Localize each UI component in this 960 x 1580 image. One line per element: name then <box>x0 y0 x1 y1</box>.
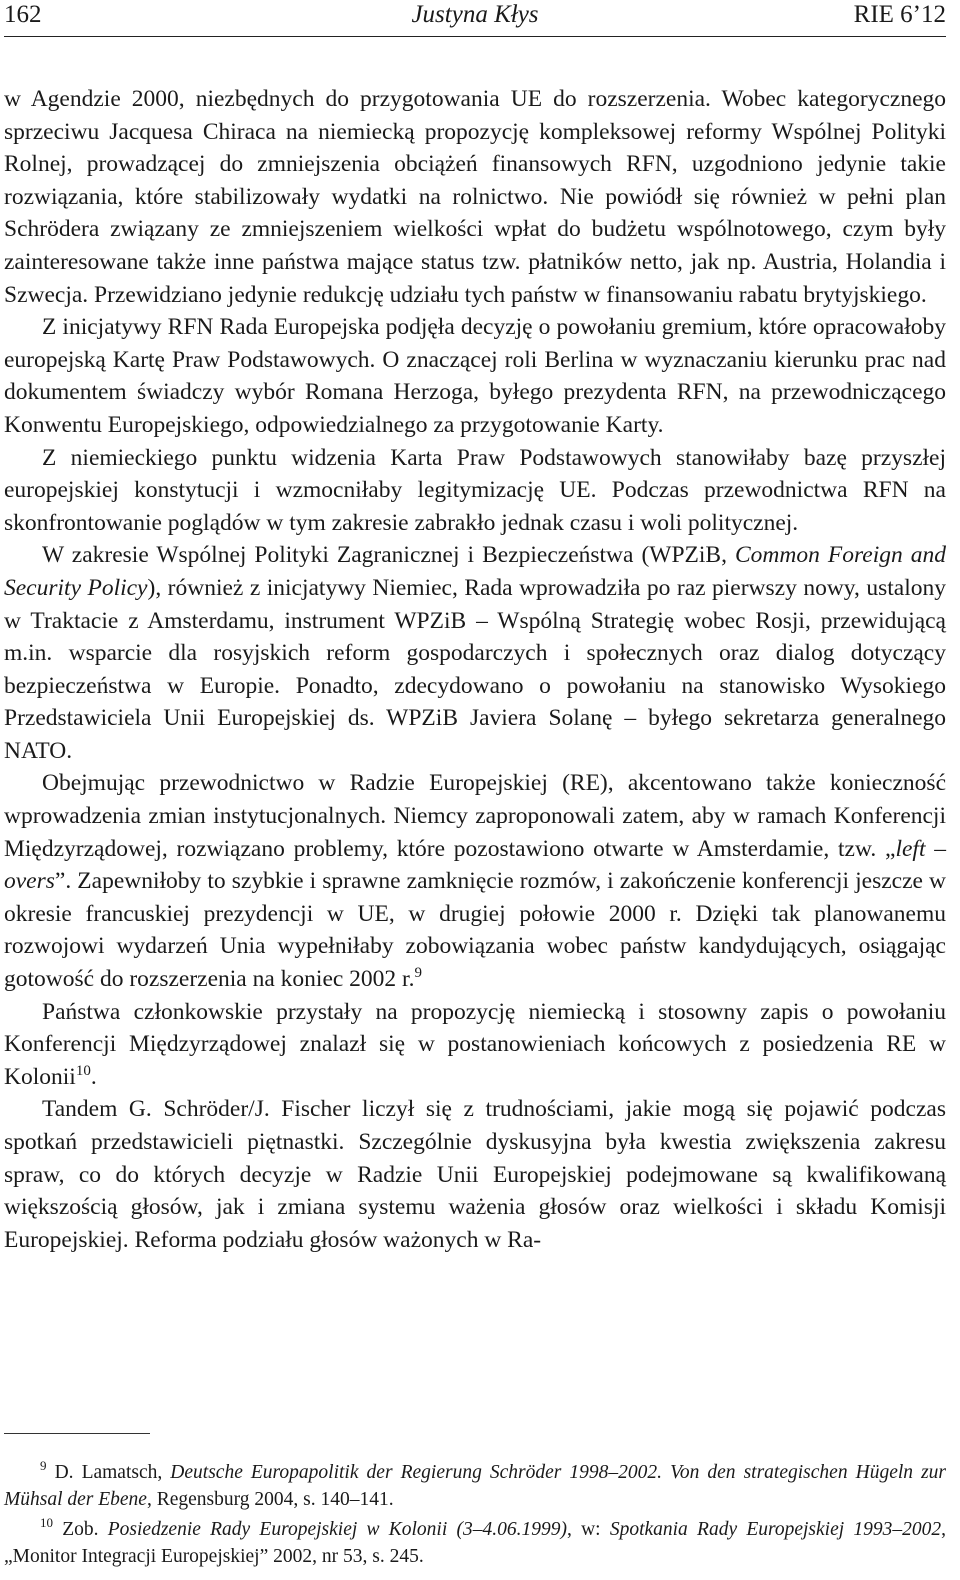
footnote <box>4 1517 946 1570</box>
page-number: 162 <box>4 1 42 28</box>
paragraph <box>4 767 946 995</box>
footnote-number: 9 <box>40 1458 47 1473</box>
running-head-journal: RIE 6’12 <box>853 1 946 28</box>
text-run: D. Lamatsch, <box>54 1462 171 1483</box>
main-text <box>4 83 946 1256</box>
footnote <box>4 1460 946 1513</box>
footnote-number: 10 <box>40 1515 53 1530</box>
paragraph: Z inicjatywy RFN Rada Europejska podjęła decyzję o powołaniu gremium, które opracowałoby europejską Kartę Praw Podstawowych. O znaczącej roli Berlina w wyznaczaniu kierunku prac nad dokumentem świadczy wybór Romana Herzoga, byłego prezydenta RFN, na przewodniczącego Konwentu Europejskiego, odpowiedzialnego za przygotowanie Karty. <box>4 314 946 438</box>
italic-title: Deutsche Europapolitik der Regierung Schröder 1998–2002. Von den strategischen Hügeln zur Mühsal der Ebene <box>4 1462 947 1510</box>
paragraph: w Agendzie 2000, niezbędnych do przygotowania UE do rozszerzenia. Wobec kategorycznego sprzeciwu Jacquesa Chiraca na niemiecką propozycję kompleksowej reformy Wspólnej Polityki Rolnej, prowadzącej do zmniejszenia obciążeń finansowych RFN, uzgodniono jedynie takie rozwiązania, które stabilizowały wydatki na rolnictwo. Nie powiódł się również w pełni plan Schrödera związany ze zmniejszeniem wielkości wpłat do budżetu wspólnotowego, czym były zainteresowane także inne państwa mające status tzw. płatników netto, jak np. Austria, Holandia i Szwecja. Przewidziano jedynie redukcję udziału tych państw w finansowaniu rabatu brytyjskiego. <box>4 86 946 308</box>
text-run: Zob. <box>62 1519 108 1540</box>
text-run: , „Monitor Integracji Europejskiej” 2002, nr 53, s. 245. <box>4 1519 947 1567</box>
italic-title: Spotkania Rady Europejskiej 1993–2002 <box>609 1519 942 1540</box>
paragraph <box>4 539 946 767</box>
footnotes <box>4 1460 946 1574</box>
paragraph <box>4 996 946 1094</box>
italic-term: left – overs <box>4 835 946 895</box>
footnote-ref[interactable]: 9 <box>414 965 422 982</box>
footnote-ref[interactable]: 10 <box>75 1062 91 1079</box>
text-run: , w: <box>566 1519 610 1540</box>
running-header <box>4 0 946 36</box>
paragraph: Z niemieckiego punktu widzenia Karta Praw Podstawowych stanowiłaby bazę przyszłej europejskiej konstytucji i wzmocniłaby legitymizację UE. Podczas przewodnictwa RFN na skonfrontowanie poglądów w tym zakresie zabrakło jednak czasu i woli politycznej. <box>4 444 946 536</box>
text-run: , Regensburg 2004, s. 140–141. <box>146 1488 394 1510</box>
header-rule <box>4 36 946 37</box>
text-run: Państwa członkowskie przystały na propozycję niemiecką i stosowny zapis o powołaniu Konferencji Międzyrządowej znalazł się w postanowieniach końcowych z posiedzenia RE w Kolonii <box>4 998 946 1090</box>
paragraph: Tandem G. Schröder/J. Fischer liczył się z trudnościami, jakie mogą się pojawić podczas spotkań przedstawicieli piętnastki. Szczególnie dyskusyjna była kwestia zwiększenia zakresu spraw, co do których decyzje w Radzie Unii Europejskiej podejmowane są kwalifikowaną większością głosów, jak i zmiana systemu ważenia głosów oraz wielkości i składu Komisji Europejskiej. Reforma podziału głosów ważonych w Ra- <box>4 1096 946 1253</box>
text-run: ”. Zapewniłoby to szybkie i sprawne zamknięcie rozmów, i zakończenie konferencji jeszcze w okresie francuskiej prezydencji w UE, w drugiej połowie 2000 r. Dzięki tak planowanemu rozwojowi wydarzeń Unia wypełniłaby zobowiązania wobec państw kandydujących, osiągając gotowość do rozszerzenia na koniec 2002 r. <box>4 868 946 993</box>
text-run: . <box>90 1063 97 1090</box>
footnote-rule <box>4 1433 150 1434</box>
text-run: Obejmując przewodnictwo w Radzie Europejskiej (RE), akcentowano także konieczność wprowadzenia zmian instytucjonalnych. Niemcy zaproponowali zatem, aby w ramach Konferencji Międzyrządowej, rozwiązano problemy, które pozostawiono otwarte w Amsterdamie, tzw. „ <box>4 770 946 862</box>
text-run: ), również z inicjatywy Niemiec, Rada wprowadziła po raz pierwszy nowy, ustalony w Traktacie z Amsterdamu, instrument WPZiB – Wspólną Strategię wobec Rosji, przewidującą m.in. wsparcie dla rosyjskich reform gospodarczych i społecznych oraz dialog dotyczący bezpieczeństwa w Europie. Ponadto, zdecydowano o powołaniu na stanowisko Wysokiego Przedstawiciela Unii Europejskiej ds. WPZiB Javiera Solanę – byłego sekretarza generalnego NATO. <box>4 574 946 764</box>
text-run: W zakresie Wspólnej Polityki Zagranicznej i Bezpieczeństwa (WPZiB, <box>42 542 735 569</box>
italic-title: Posiedzenie Rady Europejskiej w Kolonii (3–4.06.1999) <box>107 1519 567 1540</box>
running-head-author: Justyna Kłys <box>411 1 539 28</box>
italic-term: Common Foreign and Security Policy <box>4 542 946 601</box>
